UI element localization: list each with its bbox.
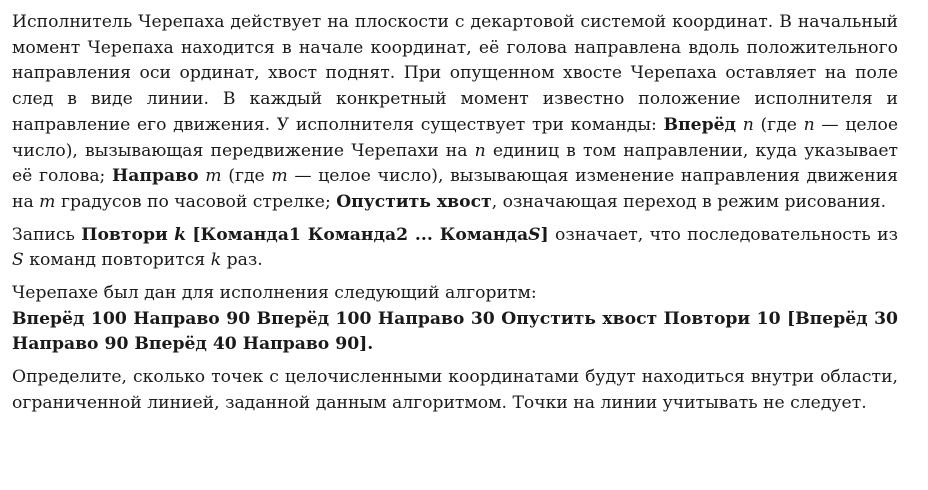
command-repeat: Повтори (81, 224, 168, 245)
variable-k: k (174, 224, 187, 245)
intro-text: (где (753, 114, 804, 135)
algorithm-text: Вперёд 100 Направо 90 Вперёд 100 Направо 30 Опустить хвост Повтори 10 [Вперёд 30 Направо 90 Вперёд 40 Направо 90]. (12, 308, 898, 355)
variable-n: n (474, 140, 486, 161)
intro-text: единиц в том направлении, куда указывает её голова; (12, 140, 898, 187)
variable-m: m (39, 191, 56, 212)
variable-s: S (12, 250, 24, 271)
command-forward: Вперёд (663, 114, 736, 135)
intro-text: — целое число), вызывающая передвижение Черепахи на (12, 114, 898, 161)
intro-text: градусов по часовой стрелке; (55, 191, 337, 212)
intro-text: Исполнитель Черепаха действует на плоскости с декартовой системой координат. В начальный момент Черепаха находится в начале координат, её голова направлена вдоль положительного направления оси ординат, хвост поднят. При опущенном хвосте Черепаха оставляет на поле след в виде линии. В каждый конкретный момент известно положение исполнителя и направление его движения. У исполнителя существует три команды: (12, 12, 898, 135)
intro-paragraph (12, 10, 898, 216)
question-text: Определите, сколько точек с целочисленными координатами будут находиться внутри области, ограниченной линией, заданной данным алгоритмом. Точки на линии учитывать не следует. (12, 367, 898, 413)
variable-n: n (742, 114, 754, 135)
intro-text: — целое число), вызывающая изменение направления движения на (12, 166, 898, 212)
variable-m: m (271, 166, 288, 187)
given-paragraph (12, 281, 898, 358)
variable-s: S (528, 224, 541, 245)
repeat-text: означает, что последовательность из (548, 224, 898, 245)
intro-text: , означающая переход в режим рисования. (491, 191, 887, 212)
variable-n: n (803, 114, 815, 135)
given-text: Черепахе был дан для исполнения следующий алгоритм: (12, 283, 537, 304)
repeat-text: раз. (221, 250, 263, 271)
repeat-paragraph (12, 223, 898, 274)
intro-text: (где (221, 166, 272, 187)
command-right: Направо (112, 166, 199, 187)
question-paragraph (12, 365, 898, 416)
variable-m: m (205, 166, 222, 187)
command-tail-down: Опустить хвост (336, 191, 492, 212)
command-block-end: ] (540, 224, 549, 245)
command-block: [Команда1 Команда2 ... Команда (192, 224, 529, 245)
variable-k: k (210, 250, 222, 271)
repeat-text: команд повторится (23, 250, 211, 271)
repeat-text: Запись (12, 224, 82, 245)
